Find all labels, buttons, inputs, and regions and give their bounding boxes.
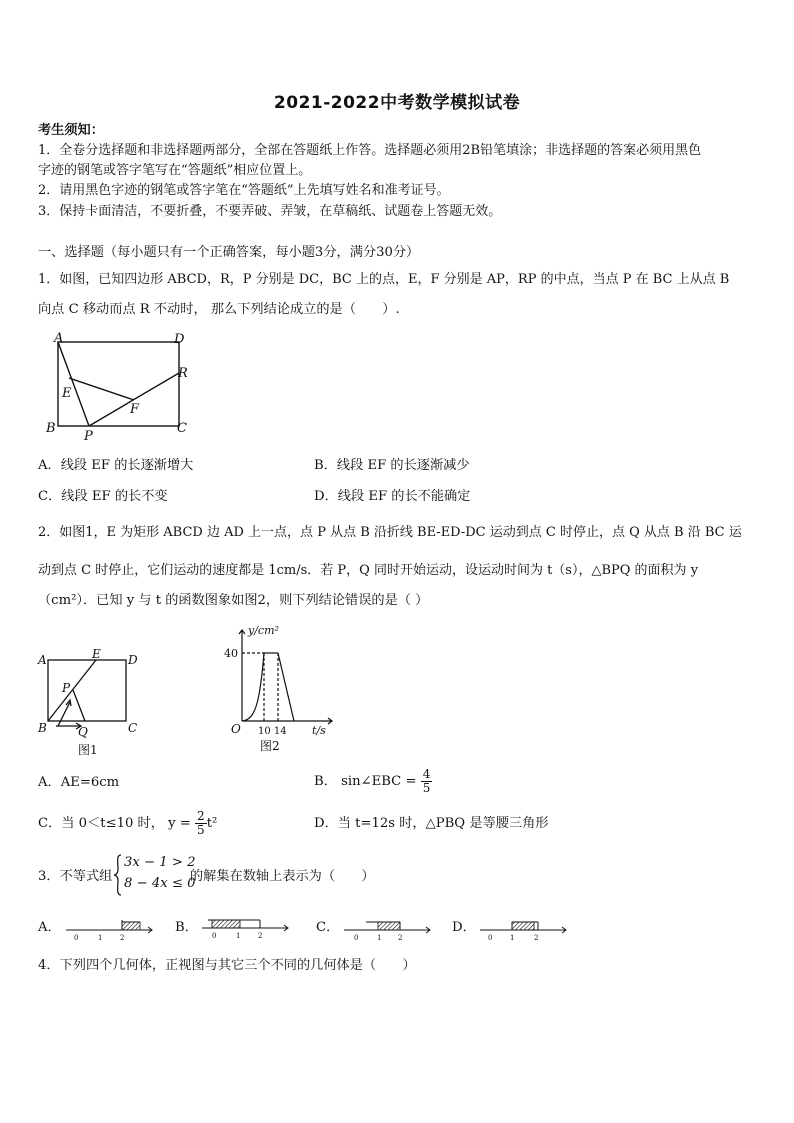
- q2-fig1-caption: 图1: [78, 743, 98, 757]
- q2-option-c-tail: t²: [206, 816, 218, 831]
- q2-option-c-fraction: [195, 810, 207, 837]
- q2-fig1-label-c: C: [128, 721, 138, 735]
- q3-option-d-numberline[interactable]: [478, 916, 570, 942]
- q1-option-b[interactable]: B．线段 EF 的长逐渐减少: [314, 458, 470, 473]
- q1-label-a: A: [54, 331, 64, 346]
- q3-prefix: 3．不等式组: [38, 869, 113, 884]
- q2-stem-line-3: （cm²）．已知 y 与 t 的函数图象如图2，则下列结论错误的是（ ）: [38, 593, 429, 608]
- q2-option-c-prefix: C．当 0＜t≤10 时，: [38, 816, 164, 831]
- q2-option-b-fraction: [421, 768, 433, 795]
- q1-stem-line-2: 向点 C 移动而点 R 不动时， 那么下列结论成立的是（ ）.: [38, 302, 400, 317]
- q1-label-p: P: [84, 429, 93, 442]
- notice-line-4: 3．保持卡面清洁，不要折叠，不要弄破、弄皱，在草稿纸、试题卷上答题无效。: [38, 204, 502, 219]
- q1-stem-line-1: 1．如图，已知四边形 ABCD，R，P 分别是 DC，BC 上的点，E，F 分别是 AP，RP 的中点，当点 P 在 BC 上从点 B: [38, 272, 730, 287]
- q2-stem-line-2: 动到点 C 时停止，它们运动的速度都是 1cm/s．若 P，Q 同时开始运动，设运动时间为 t（s），△BPQ 的面积为 y: [38, 563, 699, 578]
- q2-option-c-numerator: 2: [197, 809, 205, 823]
- q2-fig2-descent: [278, 653, 294, 721]
- q3-a-tick-0: 0: [74, 934, 79, 942]
- notice-line-2: 字迹的钢笔或答字笔写在“答题纸”相应位置上。: [38, 163, 312, 178]
- q2-fig2-curve: [242, 653, 264, 721]
- q2-fig1-label-e: E: [92, 648, 101, 661]
- q3-c-hatch: [378, 922, 400, 930]
- q3-option-c-label[interactable]: C．: [316, 920, 340, 935]
- q2-fig2-xlabel: t/s: [312, 724, 326, 737]
- page-title: 2021-2022中考数学模拟试卷: [273, 93, 521, 113]
- q2-fig1-label-a: A: [38, 653, 47, 667]
- q3-brace: [113, 853, 123, 897]
- q2-fig2-ylabel: y/cm²: [248, 624, 279, 637]
- q3-c-tick-2: 2: [398, 934, 403, 942]
- q1-label-b: B: [46, 421, 56, 436]
- q3-option-c-numberline[interactable]: [342, 916, 434, 942]
- q3-option-a-label[interactable]: A．: [38, 920, 61, 935]
- q3-d-tick-1: 1: [510, 934, 515, 942]
- q2-rectangle-abcd: [48, 660, 126, 721]
- q3-a-tick-2: 2: [120, 934, 125, 942]
- q2-figure-2: [222, 620, 342, 758]
- q3-c-tick-1: 1: [377, 934, 382, 942]
- q2-fig2-ytick-40: 40: [224, 647, 238, 660]
- notice-line-1: 1．全卷分选择题和非选择题两部分，全部在答题纸上作答。选择题必须用2B铅笔填涂；非选择题的答案必须用黑色: [38, 143, 702, 158]
- q2-fig1-label-d: D: [128, 653, 138, 667]
- q3-inequality-2: 8 − 4x ≤ 0: [124, 876, 196, 891]
- q2-option-b-prefix: B．: [314, 774, 337, 789]
- q3-b-hatch: [212, 920, 240, 928]
- q3-suffix: 的解集在数轴上表示为（ ）: [190, 869, 375, 884]
- q1-segment-ap: [58, 342, 89, 426]
- q2-option-b[interactable]: [314, 764, 432, 800]
- q2-option-d[interactable]: D．当 t=12s 时，△PBQ 是等腰三角形: [314, 816, 549, 831]
- q2-fig1-label-q: Q: [78, 725, 88, 739]
- q3-brace-shape: [114, 855, 121, 895]
- q3-d-tick-2: 2: [534, 934, 539, 942]
- q2-fig2-origin: O: [231, 722, 241, 736]
- q1-option-c[interactable]: C．线段 EF 的长不变: [38, 489, 168, 504]
- q2-stem-line-1: 2．如图1，E 为矩形 ABCD 边 AD 上一点，点 P 从点 B 沿折线 BE-ED-DC 运动到点 C 时停止，点 Q 从点 B 沿 BC 运: [38, 525, 742, 540]
- q3-option-b-label[interactable]: B．: [175, 920, 198, 935]
- q3-inequality-1: 3x − 1 > 2: [124, 855, 196, 870]
- q1-label-c: C: [177, 421, 187, 436]
- q2-option-b-expr: sin∠EBC =: [341, 774, 417, 789]
- q4-stem-line-1: 4．下列四个几何体，正视图与其它三个不同的几何体是（ ）: [38, 958, 416, 973]
- q2-option-b-numerator: 4: [422, 767, 431, 781]
- q1-option-a[interactable]: A．线段 EF 的长逐渐增大: [38, 458, 194, 473]
- q3-a-tick-1: 1: [98, 934, 103, 942]
- q3-a-hatch: [122, 922, 140, 930]
- q3-c-tick-0: 0: [354, 934, 359, 942]
- q2-option-a[interactable]: A．AE=6cm: [38, 775, 120, 790]
- q3-b-tick-2: 2: [258, 932, 263, 940]
- q2-figure-1: [36, 648, 146, 760]
- q2-fig1-label-p: P: [62, 681, 71, 695]
- q3-b-tick-1: 1: [236, 932, 241, 940]
- q1-label-e: E: [62, 386, 72, 401]
- section-heading: 一、选择题（每小题只有一个正确答案，每小题3分，满分30分）: [38, 245, 420, 260]
- q2-option-c-denominator: 5: [197, 823, 205, 837]
- q2-option-c-expr: y =: [168, 816, 191, 831]
- notice-heading: 考生须知：: [38, 123, 104, 138]
- q3-d-hatch: [512, 922, 534, 930]
- q2-fig2-caption: 图2: [260, 739, 280, 753]
- q3-option-d-label[interactable]: D．: [452, 920, 476, 935]
- notice-line-3: 2．请用黑色字迹的钢笔或答字笔在“答题纸”上先填写姓名和准考证号。: [38, 183, 450, 198]
- q3-option-a-numberline[interactable]: [64, 916, 156, 942]
- q3-b-tick-0: 0: [212, 932, 217, 940]
- q2-fig2-xticks: 10 14: [258, 726, 287, 737]
- q3-option-b-numberline[interactable]: [200, 914, 292, 940]
- q2-fig1-label-b: B: [38, 721, 47, 735]
- q2-segment-be: [48, 660, 96, 721]
- q1-figure: [44, 330, 204, 442]
- q1-label-d: D: [174, 332, 185, 347]
- q1-option-d[interactable]: D．线段 EF 的长不能确定: [314, 489, 471, 504]
- q3-d-tick-0: 0: [488, 934, 493, 942]
- q2-segment-pq: [73, 690, 85, 721]
- q1-label-f: F: [130, 402, 140, 417]
- q2-option-b-denominator: 5: [422, 781, 431, 795]
- q1-label-r: R: [178, 366, 188, 381]
- q2-option-c[interactable]: [38, 806, 217, 842]
